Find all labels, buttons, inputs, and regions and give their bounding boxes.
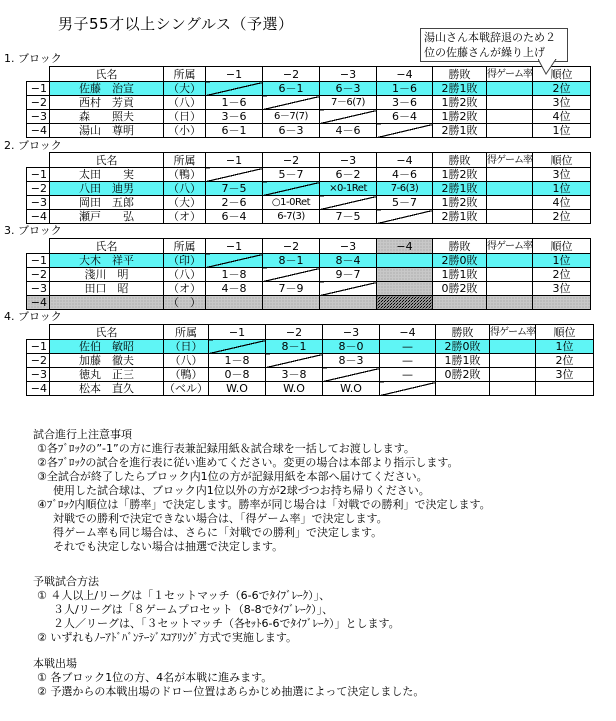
table-header-row (27, 325, 594, 340)
win-loss: 1勝1敗 (433, 268, 487, 282)
block-table (26, 66, 591, 138)
player-affiliation: （大） (164, 196, 206, 210)
rank: 4位 (533, 196, 591, 210)
row-number: −1 (27, 168, 50, 182)
score-vs-1: 3－6 (206, 110, 263, 124)
score-vs-4 (377, 124, 433, 138)
header-opponent-1: −1 (209, 325, 266, 340)
player-name: 淺川 明 (50, 268, 164, 282)
header-game-rate: 得ゲーム率 (487, 240, 532, 252)
header-affiliation: 所属 (164, 153, 206, 168)
player-affiliation: （オ） (164, 282, 206, 296)
player-affiliation: （八） (164, 354, 209, 368)
game-rate (487, 282, 533, 296)
row-number: −4 (27, 210, 50, 224)
header-name: 氏名 (50, 325, 164, 340)
row-number: −4 (27, 124, 50, 138)
main-draw-title: 本戦出場 (33, 657, 77, 670)
row-number: −3 (27, 368, 50, 382)
caution-item: 使用した試合球は、ブロック内1位以外の方が2球づつお持ち帰りください。 (53, 484, 430, 497)
score-vs-4 (377, 254, 433, 268)
score-vs-4: — (380, 354, 436, 368)
block-label: 4. ブロック (4, 310, 62, 323)
game-rate (490, 354, 536, 368)
header-record: 勝敗 (436, 325, 490, 340)
player-name: 松本 直久 (50, 382, 164, 396)
win-loss (433, 296, 487, 310)
player-affiliation: （日） (164, 340, 209, 354)
score-vs-4: 4－6 (377, 168, 433, 182)
player-row (27, 210, 591, 224)
player-name: 佐藤 治宣 (50, 82, 164, 96)
header-opponent-3: −3 (320, 153, 377, 168)
callout-note: 湯山さん本戦辞退のため２位の佐藤さんが繰り上げ (420, 28, 568, 62)
player-row (27, 340, 594, 354)
score-vs-1 (209, 340, 266, 354)
game-rate (487, 196, 533, 210)
player-row (27, 168, 591, 182)
score-vs-3 (320, 282, 377, 296)
score-vs-4: — (380, 368, 436, 382)
header-opponent-2: −2 (263, 153, 320, 168)
score-vs-1: 6－1 (206, 124, 263, 138)
row-number: −1 (27, 340, 50, 354)
player-affiliation: （鴨） (164, 368, 209, 382)
win-loss: 0勝2敗 (436, 368, 490, 382)
player-affiliation: （ ） (164, 296, 206, 310)
player-name (50, 296, 164, 310)
header-name: 氏名 (50, 153, 164, 168)
game-rate (487, 210, 533, 224)
table-header-row (27, 153, 591, 168)
score-vs-2 (263, 96, 320, 110)
player-row (27, 124, 591, 138)
block-label: 3. ブロック (4, 224, 62, 237)
score-vs-4: — (380, 340, 436, 354)
method-item: ２人／リーグは、「３セットマッチ（各ｾｯﾄ6-6でﾀｲﾌﾞﾚｰｸ）」とします。 (53, 617, 400, 630)
caution-item: ④ﾌﾞﾛｯｸ内順位は「勝率」で決定します。勝率が同じ場合は「対戦での勝利」で決定します。 (37, 498, 491, 511)
score-vs-2 (266, 354, 323, 368)
player-row (27, 354, 594, 368)
caution-item: ②各ﾌﾞﾛｯｸの試合を進行表に従い進めてください。変更の場合は本部より指示します。 (37, 456, 459, 469)
header-game-rate: 得ゲーム率 (490, 326, 535, 338)
score-vs-3: ×0-1Ret (320, 182, 377, 196)
row-number: −3 (27, 196, 50, 210)
score-vs-1: 1－8 (206, 268, 263, 282)
score-vs-2: 3－8 (266, 368, 323, 382)
win-loss: 1勝2敗 (433, 196, 487, 210)
score-vs-2: W.O (266, 382, 323, 396)
win-loss: 2勝0敗 (433, 254, 487, 268)
win-loss: 1勝2敗 (433, 96, 487, 110)
rank: 1位 (533, 254, 591, 268)
score-vs-4: 3－6 (377, 96, 433, 110)
score-vs-3: 6－2 (320, 168, 377, 182)
score-vs-1: 1－6 (206, 96, 263, 110)
score-vs-1: 2－6 (206, 196, 263, 210)
row-number: −4 (27, 296, 50, 310)
player-affiliation: （印） (164, 254, 206, 268)
game-rate (490, 382, 536, 396)
caution-item: ①各ﾌﾞﾛｯｸの”-1”の方に進行表兼記録用紙＆試合球を一括してお渡しします。 (37, 442, 415, 455)
score-vs-1: W.O (209, 382, 266, 396)
win-loss: 2勝1敗 (433, 210, 487, 224)
row-number: −3 (27, 282, 50, 296)
player-name: 森 照夫 (50, 110, 164, 124)
player-affiliation: （八） (164, 268, 206, 282)
header-record: 勝敗 (433, 239, 487, 254)
header-opponent-3: −3 (320, 239, 377, 254)
score-vs-2: 7－9 (263, 282, 320, 296)
player-affiliation: （八） (164, 96, 206, 110)
game-rate (487, 182, 533, 196)
header-opponent-4: −4 (377, 67, 433, 82)
row-number: −1 (27, 82, 50, 96)
score-vs-4 (377, 210, 433, 224)
header-opponent-1: −1 (206, 239, 263, 254)
score-vs-2: 8－1 (266, 340, 323, 354)
score-vs-1 (206, 82, 263, 96)
player-row (27, 296, 591, 310)
method-item: ３人/リーグは「８ゲームプロセット（8-8でﾀｲﾌﾞﾚｰｸ）」、 (53, 603, 334, 616)
score-vs-1: 7－5 (206, 182, 263, 196)
player-name: 田口 昭 (50, 282, 164, 296)
win-loss: 1勝2敗 (433, 168, 487, 182)
score-vs-2 (263, 182, 320, 196)
win-loss: 2勝1敗 (433, 182, 487, 196)
header-affiliation: 所属 (164, 239, 206, 254)
player-affiliation: （大） (164, 82, 206, 96)
main-draw-item: ① 各ブロック1位の方、4名が本戦に進みます。 (37, 671, 273, 684)
win-loss: 1勝2敗 (433, 110, 487, 124)
win-loss: 2勝1敗 (433, 124, 487, 138)
score-vs-3: 9－7 (320, 268, 377, 282)
score-vs-1: 4－8 (206, 282, 263, 296)
player-affiliation: （オ） (164, 210, 206, 224)
win-loss: 2勝0敗 (436, 340, 490, 354)
game-rate (487, 296, 533, 310)
header-blank (27, 325, 50, 340)
rank: 1位 (533, 124, 591, 138)
caution-item: ③全試合が終了したらブロック内1位の方が記録用紙を本部へ届けてください。 (37, 470, 428, 483)
win-loss: 1勝1敗 (436, 354, 490, 368)
score-vs-3: 8－3 (323, 354, 380, 368)
header-record: 勝敗 (433, 153, 487, 168)
score-vs-4 (377, 282, 433, 296)
caution-item: 対戦での勝利で決定できない場合は、「得ゲーム率」で決定します。 (53, 512, 388, 525)
caution-section (33, 428, 491, 554)
header-rank: 順位 (533, 153, 591, 168)
score-vs-4 (377, 268, 433, 282)
header-opponent-4: −4 (380, 325, 436, 340)
score-vs-4: 7-6(3) (377, 182, 433, 196)
player-affiliation: （日） (164, 110, 206, 124)
header-game-rate: 得ゲーム率 (487, 154, 532, 166)
win-loss: 0勝2敗 (433, 282, 487, 296)
player-name: 太田 実 (50, 168, 164, 182)
player-name: 瀬戸 弘 (50, 210, 164, 224)
score-vs-2: 8－1 (263, 254, 320, 268)
block-label: 2. ブロック (4, 139, 62, 152)
main-draw-item: ② 予選からの本戦出場のドロー位置はあらかじめ抽選によって決定しました。 (37, 685, 425, 698)
score-vs-1 (206, 168, 263, 182)
score-vs-2: 6－3 (263, 124, 320, 138)
game-rate (487, 82, 533, 96)
header-blank (27, 153, 50, 168)
header-opponent-3: −3 (323, 325, 380, 340)
page-title: 男子55才以上シングルス（予選） (58, 15, 294, 33)
rank: 3位 (533, 168, 591, 182)
player-affiliation: （鴨） (164, 168, 206, 182)
player-row (27, 254, 591, 268)
rank: 2位 (533, 268, 591, 282)
game-rate (487, 254, 533, 268)
header-rank: 順位 (536, 325, 594, 340)
score-vs-3: 4－6 (320, 124, 377, 138)
header-blank (27, 239, 50, 254)
method-item: ① ４人以上/リーグは「１セットマッチ（6-6でﾀｲﾌﾞﾚｰｸ）」、 (37, 589, 331, 602)
player-row (27, 196, 591, 210)
player-row (27, 368, 594, 382)
row-number: −4 (27, 382, 50, 396)
score-vs-3 (320, 196, 377, 210)
score-vs-3: 7－5 (320, 210, 377, 224)
player-name: 徳丸 正三 (50, 368, 164, 382)
player-affiliation: （ベル） (164, 382, 208, 395)
header-opponent-4: −4 (377, 153, 433, 168)
score-vs-2: 5－7 (263, 168, 320, 182)
header-opponent-4: −4 (377, 239, 433, 254)
game-rate (487, 168, 533, 182)
header-opponent-1: −1 (206, 153, 263, 168)
score-vs-3 (320, 110, 377, 124)
score-vs-2: 6－1 (263, 82, 320, 96)
score-vs-2: 6－7(7) (263, 110, 320, 124)
score-vs-1: 0－8 (209, 368, 266, 382)
header-opponent-3: −3 (320, 67, 377, 82)
caution-item: 得ゲーム率も同じ場合は、さらに「対戦での勝利」で決定します。 (53, 526, 383, 539)
caution-title: 試合進行上注意事項 (33, 428, 132, 441)
player-row (27, 110, 591, 124)
score-vs-1: 6－4 (206, 210, 263, 224)
player-name: 大木 祥平 (50, 254, 164, 268)
header-opponent-1: −1 (206, 67, 263, 82)
score-vs-3: 7－6(7) (320, 96, 377, 110)
score-vs-1: 1－8 (209, 354, 266, 368)
header-record: 勝敗 (433, 67, 487, 82)
player-name: 西村 芳貢 (50, 96, 164, 110)
rank: 3位 (533, 96, 591, 110)
row-number: −2 (27, 268, 50, 282)
score-vs-1 (206, 254, 263, 268)
game-rate (490, 368, 536, 382)
block-label: 1. ブロック (4, 52, 62, 65)
game-rate (487, 124, 533, 138)
header-game-rate: 得ゲーム率 (487, 68, 532, 80)
score-vs-4: 5－7 (377, 196, 433, 210)
score-vs-2 (263, 268, 320, 282)
header-name: 氏名 (50, 67, 164, 82)
row-number: −1 (27, 254, 50, 268)
game-rate (487, 110, 533, 124)
game-rate (487, 96, 533, 110)
rank: 1位 (536, 340, 594, 354)
player-row (27, 96, 591, 110)
header-affiliation: 所属 (164, 325, 209, 340)
player-name: 八田 迪男 (50, 182, 164, 196)
table-header-row (27, 67, 591, 82)
player-name: 佐伯 敏昭 (50, 340, 164, 354)
rank: 3位 (533, 282, 591, 296)
block-table (26, 152, 591, 224)
score-vs-3 (320, 296, 377, 310)
score-vs-1 (206, 296, 263, 310)
player-row (27, 382, 594, 396)
rank: 2位 (533, 210, 591, 224)
table-header-row (27, 239, 591, 254)
rank (533, 296, 591, 310)
rank (536, 382, 594, 396)
player-affiliation: （八） (164, 182, 206, 196)
score-vs-4 (377, 296, 433, 310)
score-vs-2: ○1-0Ret (263, 196, 320, 210)
row-number: −2 (27, 96, 50, 110)
score-vs-3: 8－0 (323, 340, 380, 354)
score-vs-3: 8－4 (320, 254, 377, 268)
win-loss (436, 382, 490, 396)
score-vs-4: 6－4 (377, 110, 433, 124)
score-vs-3: W.O (323, 382, 380, 396)
player-row (27, 182, 591, 196)
callout-tail (538, 59, 558, 75)
player-row (27, 82, 591, 96)
score-vs-4 (380, 382, 436, 396)
player-name: 湯山 尊明 (50, 124, 164, 138)
game-rate (487, 268, 533, 282)
header-affiliation: 所属 (164, 67, 206, 82)
rank: 2位 (533, 82, 591, 96)
rank: 4位 (533, 110, 591, 124)
method-item: ② いずれもﾉｰｱﾄﾞﾊﾞﾝﾃｰｼﾞｽｺｱﾘﾝｸﾞ方式で実施します。 (37, 631, 297, 644)
player-row (27, 282, 591, 296)
win-loss: 2勝1敗 (433, 82, 487, 96)
score-vs-3: 6－3 (320, 82, 377, 96)
player-affiliation: （小） (164, 124, 206, 138)
header-rank: 順位 (533, 239, 591, 254)
block-table (26, 238, 591, 310)
header-opponent-2: −2 (263, 239, 320, 254)
rank: 1位 (533, 182, 591, 196)
header-name: 氏名 (50, 239, 164, 254)
block-table (26, 324, 594, 396)
score-vs-3 (323, 368, 380, 382)
player-name: 岡田 五郎 (50, 196, 164, 210)
rank: 3位 (536, 368, 594, 382)
header-opponent-2: −2 (263, 67, 320, 82)
score-vs-4: 1－6 (377, 82, 433, 96)
row-number: −2 (27, 182, 50, 196)
header-opponent-2: −2 (266, 325, 323, 340)
player-name: 加藤 徹夫 (50, 354, 164, 368)
caution-item: それでも決定しない場合は抽選で決定します。 (53, 540, 284, 553)
score-vs-2 (263, 296, 320, 310)
game-rate (490, 340, 536, 354)
rank: 2位 (536, 354, 594, 368)
header-rank: 順位 (533, 67, 591, 82)
row-number: −3 (27, 110, 50, 124)
method-title: 予戦試合方法 (33, 575, 99, 588)
score-vs-2: 6-7(3) (263, 210, 320, 224)
main-draw-section (33, 657, 424, 699)
method-section (33, 575, 400, 645)
header-blank (27, 67, 50, 82)
row-number: −2 (27, 354, 50, 368)
player-row (27, 268, 591, 282)
